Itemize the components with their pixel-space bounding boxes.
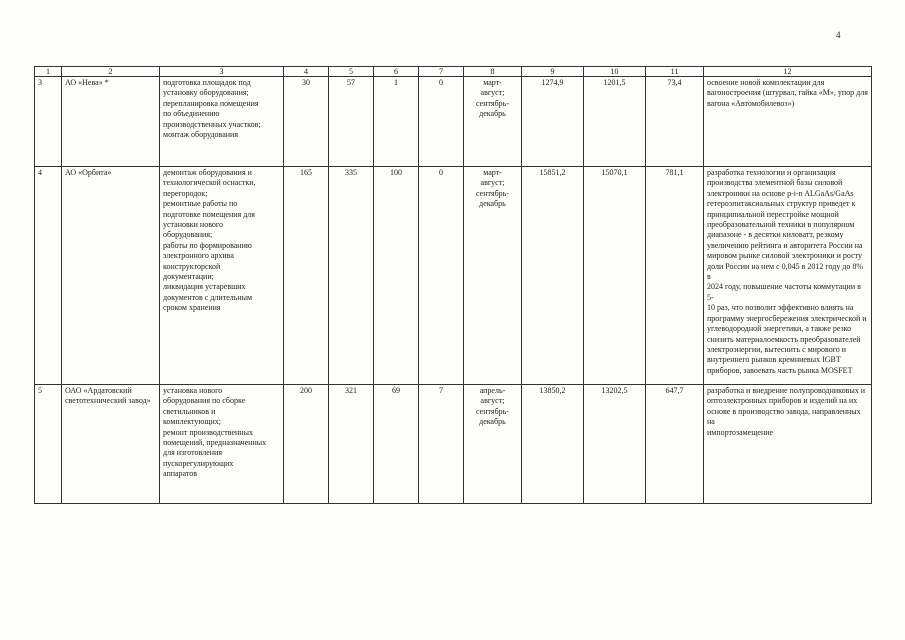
table-row	[35, 77, 872, 167]
work-description	[160, 77, 284, 167]
text-line: сентябрь-	[476, 406, 509, 416]
text-line: снизить материалоемкость преобразователей	[707, 334, 861, 344]
text-line: август;	[480, 88, 505, 98]
value-col9: 15851,2	[522, 167, 584, 385]
text-line: освоение новой комплектации для	[707, 78, 825, 87]
text-line: перепланировка помещения	[163, 98, 259, 108]
text-line: мировом рынке силовой электроники и росту	[707, 251, 863, 261]
column-header: 2	[62, 67, 160, 77]
text-line: оптоэлектронных приборов и изделий на их	[707, 396, 858, 406]
value-col10: 1201,5	[584, 77, 646, 167]
table-row	[35, 385, 872, 504]
text-line: технологической оснастки,	[163, 178, 256, 188]
value-col6: 100	[374, 167, 419, 385]
page-number: 4	[836, 30, 841, 40]
text-line: увеличению рейтинга и авторитета России на	[707, 240, 863, 250]
expected-result	[704, 167, 872, 385]
text-line: электронного архива	[163, 251, 234, 261]
text-line: производственных участков;	[163, 119, 261, 129]
column-header: 8	[464, 67, 522, 77]
value-col10: 15070,1	[584, 167, 646, 385]
organization-name: ОАО «Ардатовский светотехнический завод»	[62, 385, 160, 504]
text-line: доли России на нем с 0,045 в 2012 году до 8% в	[707, 261, 864, 282]
text-line: установка нового	[163, 386, 223, 395]
text-line: апрель-	[479, 386, 506, 395]
text-line: декабрь	[479, 417, 506, 427]
text-line: март-	[483, 78, 502, 87]
column-header: 4	[284, 67, 329, 77]
text-line: разработка технологии и организация	[707, 168, 836, 177]
text-line: монтаж оборудования	[163, 130, 239, 140]
text-line: декабрь	[479, 109, 506, 119]
expected-result	[704, 77, 872, 167]
text-line: подготовка площадок под	[163, 78, 251, 87]
text-line: ремонтные работы по	[163, 199, 238, 209]
expected-result	[704, 385, 872, 504]
value-col7: 0	[419, 167, 464, 385]
text-line: электроэнергии, вытеснить с мирового и	[707, 344, 847, 354]
text-line: комплектующих;	[163, 417, 222, 427]
text-line: документов с длительным	[163, 292, 253, 302]
text-line: углеводородной энергетики, а также резко	[707, 324, 852, 334]
text-line: март-	[483, 168, 502, 177]
work-description	[160, 385, 284, 504]
value-col6: 1	[374, 77, 419, 167]
row-number: 5	[35, 385, 62, 504]
period	[464, 385, 522, 504]
column-header: 10	[584, 67, 646, 77]
text-line: принципиальной перестройке мощной	[707, 209, 839, 219]
text-line: по объединению	[163, 109, 220, 119]
text-line: программу энергосбережения электрической и	[707, 313, 867, 323]
text-line: оборудования;	[163, 230, 213, 240]
row-number: 4	[35, 167, 62, 385]
column-header: 5	[329, 67, 374, 77]
value-col5: 335	[329, 167, 374, 385]
text-line: импортозамещение	[707, 427, 774, 437]
text-line: работы по формированию	[163, 240, 252, 250]
column-header: 1	[35, 67, 62, 77]
text-line: диапазоне - в десятки киловатт, резкому	[707, 230, 844, 240]
period	[464, 167, 522, 385]
value-col7: 0	[419, 77, 464, 167]
value-col10: 13202,5	[584, 385, 646, 504]
column-header: 6	[374, 67, 419, 77]
text-line: приборов, завоевать часть рынка MOSFET	[707, 365, 853, 375]
value-col6: 69	[374, 385, 419, 504]
text-line: оборудования по сборке	[163, 396, 246, 406]
text-line: август;	[480, 178, 505, 188]
text-line: помещений, предназначенных	[163, 438, 267, 448]
text-line: основе в производство завода, направленных на	[707, 406, 861, 427]
value-col11: 781,1	[646, 167, 704, 385]
column-header: 12	[704, 67, 872, 77]
column-header: 3	[160, 67, 284, 77]
column-header: 7	[419, 67, 464, 77]
text-line: гетероэпитаксиальных структур приведет к	[707, 199, 856, 209]
work-description	[160, 167, 284, 385]
text-line: аппаратов	[163, 469, 198, 479]
text-line: декабрь	[479, 199, 506, 209]
text-line: ликвидация устаревших	[163, 282, 246, 292]
text-line: сентябрь-	[476, 188, 509, 198]
text-line: 2024 году, повышение частоты коммутации в 5-	[707, 282, 861, 302]
value-col11: 73,4	[646, 77, 704, 167]
value-col5: 57	[329, 77, 374, 167]
text-line: пускорегулирующих	[163, 458, 234, 468]
text-line: вагона «Автомобилевоз»)	[707, 98, 795, 108]
organization-name: АО «Орбита»	[62, 167, 160, 385]
column-number-row	[35, 67, 872, 77]
value-col9: 13850,2	[522, 385, 584, 504]
text-line: ремонт производственных	[163, 427, 253, 437]
text-line: август;	[480, 396, 505, 406]
period	[464, 77, 522, 167]
text-line: конструкторской	[163, 261, 221, 271]
text-line: перегородок;	[163, 188, 208, 198]
value-col4: 165	[284, 167, 329, 385]
text-line: подготовке помещения для	[163, 209, 255, 219]
text-line: документации;	[163, 272, 214, 282]
report-table	[34, 66, 872, 504]
text-line: сроком хранения	[163, 303, 221, 313]
text-line: производства элементной базы силовой	[707, 178, 843, 188]
text-line: демонтаж оборудования и	[163, 168, 252, 177]
text-line: разработка и внедрение полупроводниковых и	[707, 386, 866, 395]
text-line: внутреннего рынков кремниевых IGBT	[707, 355, 841, 365]
text-line: электроники на основе p-i-n ALGaAs/GaAs	[707, 188, 854, 198]
text-line: светильников и	[163, 406, 216, 416]
value-col4: 30	[284, 77, 329, 167]
value-col7: 7	[419, 385, 464, 504]
organization-name: АО «Нева» *	[62, 77, 160, 167]
row-number: 3	[35, 77, 62, 167]
column-header: 11	[646, 67, 704, 77]
text-line: 10 раз, что позволит эффективно влиять на	[707, 303, 854, 313]
text-line: вагоностроения (штурвал, гайка «М», упор для	[707, 88, 868, 98]
text-line: установки нового	[163, 220, 224, 230]
value-col11: 647,7	[646, 385, 704, 504]
text-line: преобразовательной техники в популярном	[707, 220, 855, 230]
column-header: 9	[522, 67, 584, 77]
value-col9: 1274,9	[522, 77, 584, 167]
text-line: для изготовления	[163, 448, 223, 458]
text-line: установку оборудования;	[163, 88, 249, 98]
value-col5: 321	[329, 385, 374, 504]
table-row	[35, 167, 872, 385]
value-col4: 200	[284, 385, 329, 504]
text-line: сентябрь-	[476, 98, 509, 108]
